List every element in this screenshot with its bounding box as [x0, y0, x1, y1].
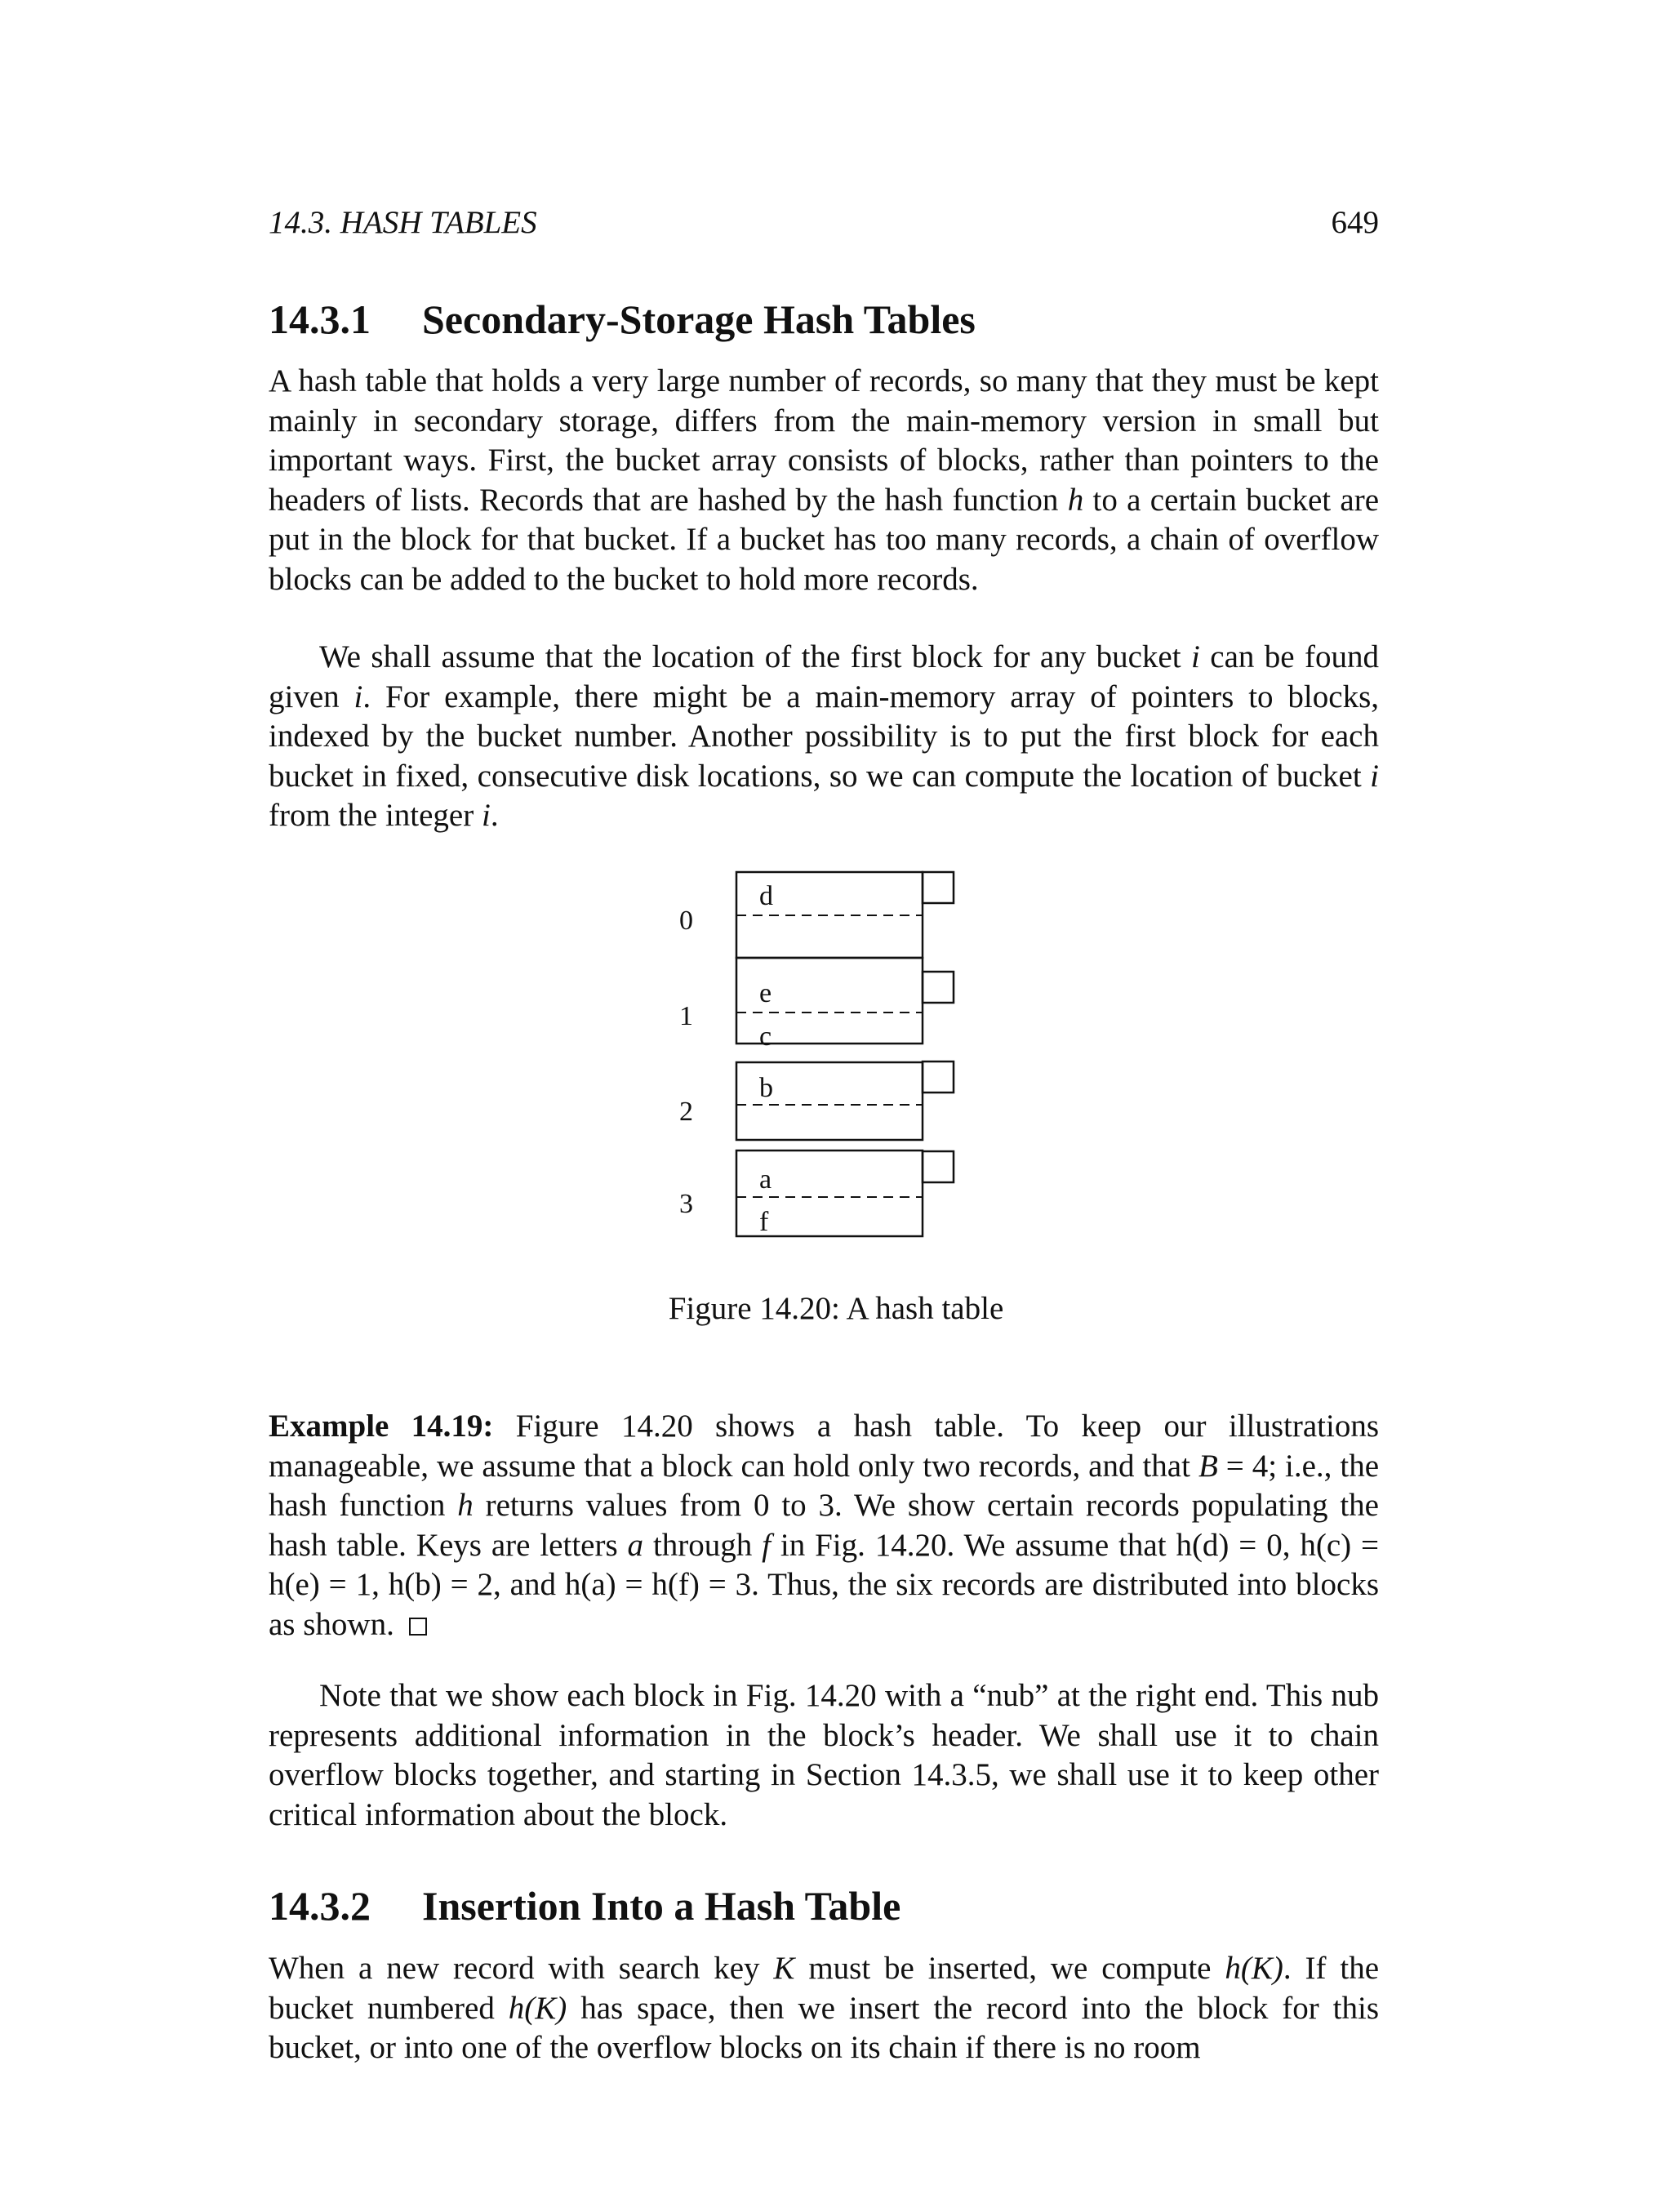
- section-title: Insertion Into a Hash Table: [422, 1883, 901, 1929]
- page-number: 649: [1331, 205, 1379, 240]
- record: d: [759, 881, 773, 911]
- paragraph-text: = 4; i.e., the hash function: [269, 1448, 1380, 1523]
- bucket-index: 0: [679, 906, 693, 936]
- math-i: i: [481, 798, 491, 833]
- math-i: i: [1370, 758, 1380, 794]
- bucket-0: [679, 872, 954, 958]
- paragraph-text: to a certain bucket are put in the block for that bucket. If a bucket has too many records, a chain of overflow blocks can be added to the bucket to hold more records.: [269, 482, 1380, 597]
- bucket-index: 1: [679, 1001, 693, 1031]
- example-label: Example 14.19:: [269, 1409, 494, 1444]
- paragraph-text: has space, then we insert the record into the block for this bucket, or into one of the overflow blocks on its chain if there is no room: [269, 1990, 1380, 2065]
- section-title: Secondary-Storage Hash Tables: [422, 296, 976, 342]
- bucket-3: [679, 1151, 954, 1237]
- math-B: B: [1198, 1448, 1218, 1484]
- math-i: i: [354, 679, 363, 714]
- math-h: h: [1067, 482, 1084, 518]
- paragraph-text: When a new record with search key: [269, 1951, 760, 1986]
- math-h: h: [457, 1488, 474, 1523]
- bucket-1: [679, 958, 954, 1052]
- block-nub: [923, 972, 954, 1003]
- paragraph-text: A hash table that holds a very large number of records, so many that they must be kept mainly in secondary storage, differs from the main-memory version in small but important ways. First, the bucket array consists of blocks, rather than pointers to the headers of lists. Records that are hashed by the hash function: [269, 363, 1379, 518]
- math-i: i: [1191, 639, 1200, 674]
- block-nub: [923, 872, 954, 903]
- math-hash-values: h(d) = 0, h(c) = h(e) = 1, h(b) = 2, and h(a) = h(f) = 3: [269, 1527, 1379, 1602]
- bucket-2: [679, 1061, 954, 1140]
- section-number: 14.3.1: [269, 296, 371, 342]
- section-number: 14.3.2: [269, 1883, 371, 1929]
- paragraph-text: must be inserted, we compute: [808, 1951, 1212, 1986]
- section-heading-14-3-1: [269, 296, 976, 343]
- paragraph-text: . For example, there might be a main-memory array of pointers to blocks, indexed by the bucket number. Another possibility is to put the first block for each bucket in fixed, consecutive disk locations, so we can compute the location of bucket: [269, 679, 1379, 794]
- example-paragraph: [269, 1407, 1379, 1645]
- note-paragraph: [269, 1676, 1379, 1835]
- bucket-index: 3: [679, 1189, 693, 1219]
- paragraph-text: .: [490, 798, 499, 833]
- math-a: a: [627, 1527, 644, 1563]
- paragraph-text: in Fig. 14.20. We assume that: [780, 1527, 1167, 1563]
- end-of-example-box: [409, 1618, 427, 1636]
- paragraph-insertion: [269, 1949, 1379, 2068]
- paragraph-bucket-location: [269, 638, 1379, 836]
- block-nub: [923, 1151, 954, 1182]
- paragraph-text: . Thus, the six records are distributed into blocks as shown.: [269, 1567, 1379, 1642]
- hash-table-figure: [669, 861, 1012, 1257]
- paragraph-text: can be found given: [269, 639, 1380, 714]
- hash-table-diagram: [669, 861, 1012, 1257]
- running-head-title: 14.3. HASH TABLES: [269, 205, 537, 240]
- math-f: f: [762, 1527, 771, 1563]
- record: a: [759, 1164, 772, 1195]
- paragraph-text: We shall assume that the location of the first block for any bucket: [319, 639, 1181, 674]
- record: c: [759, 1021, 772, 1052]
- math-hK: h(K): [1225, 1951, 1283, 1986]
- block-nub: [923, 1061, 954, 1093]
- section-heading-14-3-2: [269, 1882, 900, 1929]
- running-head: [269, 204, 1379, 253]
- paragraph-text: through: [652, 1527, 753, 1563]
- paragraph-text: Note that we show each block in Fig. 14.20 with a “nub” at the right end. This nub represents additional information in the block’s header. We shall use it to chain overflow blocks together, and starting in Section 14.3.5, we shall use it to keep other critical information about the block.: [269, 1678, 1379, 1832]
- math-K: K: [773, 1951, 795, 1986]
- bucket-index: 2: [679, 1097, 693, 1127]
- record: f: [759, 1207, 769, 1237]
- record: b: [759, 1073, 773, 1103]
- paragraph-intro: [269, 362, 1379, 599]
- math-hK: h(K): [508, 1990, 567, 2026]
- paragraph-text: from the integer: [269, 798, 474, 833]
- paragraph-text: . If the bucket numbered: [269, 1951, 1380, 2026]
- figure-caption: Figure 14.20: A hash table: [668, 1291, 1004, 1326]
- paragraph-text: returns values from 0 to 3. We show certain records populating the hash table. Keys are letters: [269, 1488, 1379, 1563]
- paragraph-text: Figure 14.20 shows a hash table. To keep our illustrations manageable, we assume that a block can hold only two records, and that: [269, 1409, 1379, 1484]
- record: e: [759, 978, 772, 1008]
